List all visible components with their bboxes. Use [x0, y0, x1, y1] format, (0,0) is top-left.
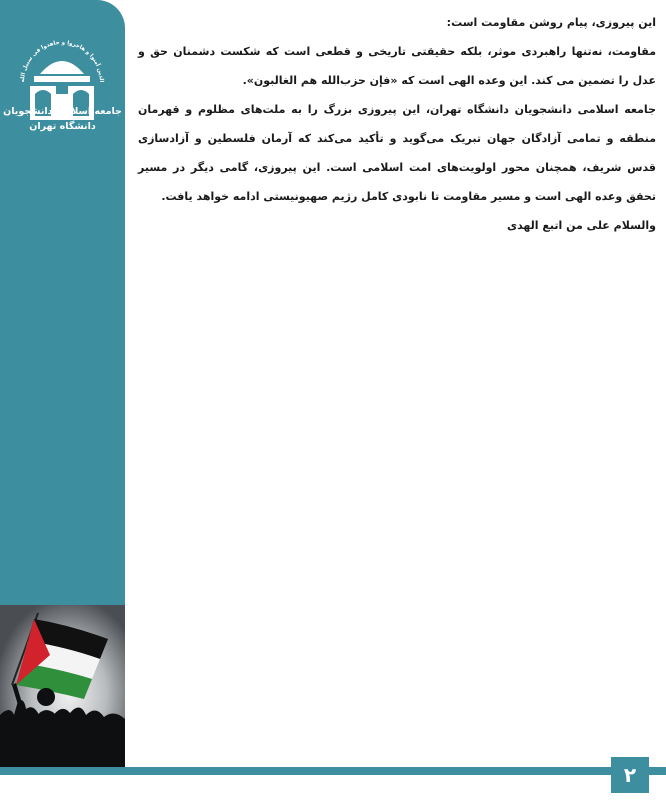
footer-bar: [0, 767, 666, 775]
logo-arc-text: الذین آمنوا و هاجروا و جاهدوا فی سبیل الله: [19, 39, 105, 83]
page-number-badge: ۲: [611, 757, 649, 793]
palestine-flag-photo: [0, 605, 125, 767]
paragraph-intro: این پیروزی، پیام روشن مقاومت است:: [446, 16, 656, 29]
logo-title-line2: دانشگاه تهران: [29, 121, 96, 132]
paragraph-resistance: مقاومت، نه‌تنها راهبردی موثر، بلکه حقیقتی تاریخی و قطعی است که شکست دشمنان حق و عدل را تضمین می کند. این وعده الهی است که «فإن حزب‌الله هم الغالبون».: [138, 45, 656, 87]
paragraph-closing: والسلام علی من اتبع الهدی: [506, 219, 656, 232]
letter-body: [138, 8, 656, 240]
paragraph-congratulations: جامعه اسلامی دانشجویان دانشگاه تهران، این پیروزی بزرگ را به ملت‌های مظلوم و قهرمان منطقه و تمامی آزادگان جهان تبریک می‌گوید و تأکید می‌کند که آرمان فلسطین و آزادسازی قدس شریف، همچنان محور اولویت‌های امت اسلامی است. این پیروزی، گامی دیگر در مسیر تحقق وعده الهی است و مسیر مقاومت تا نابودی کامل رژیم صهیونیستی ادامه خواهد یافت.: [138, 103, 656, 203]
logo-title-line1: جامعه اسلامی دانشجویان: [3, 106, 122, 117]
sidebar-panel: [0, 0, 125, 605]
logo-title: [0, 104, 125, 134]
